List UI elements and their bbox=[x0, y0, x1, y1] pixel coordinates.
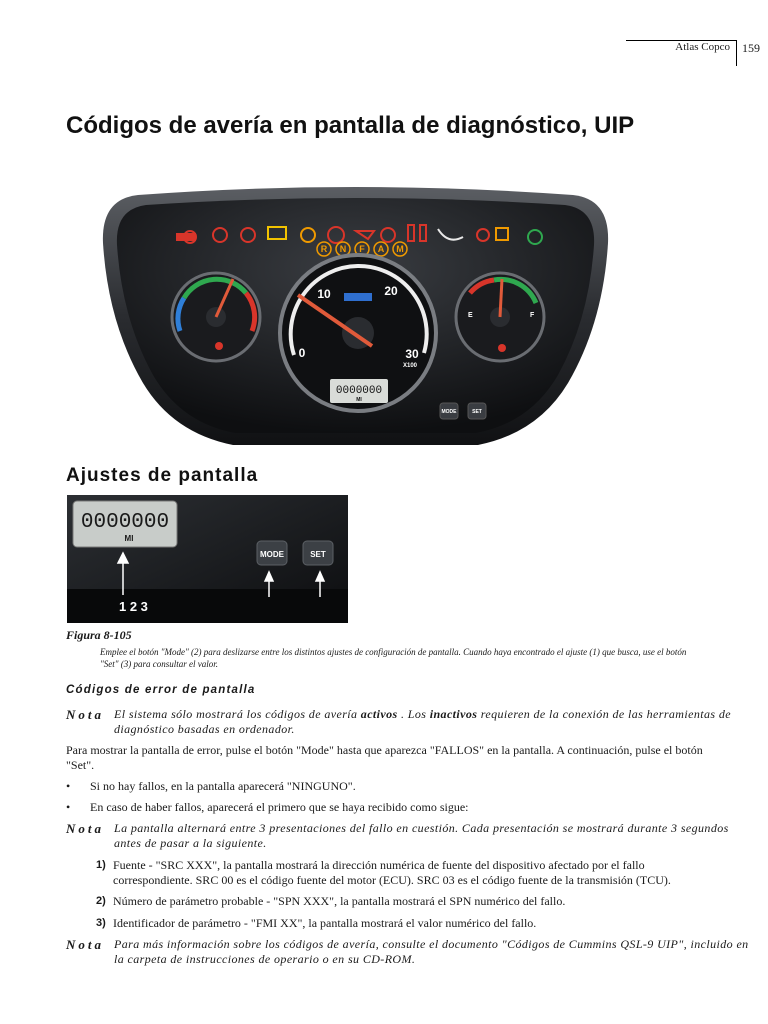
display-closeup-photo bbox=[67, 495, 348, 623]
svg-text:SET: SET bbox=[472, 409, 482, 415]
note-label: Nota bbox=[66, 937, 104, 952]
section-heading: Ajustes de pantalla bbox=[66, 465, 259, 486]
fuel-gauge bbox=[456, 273, 544, 361]
page-number: 159 bbox=[742, 41, 760, 55]
svg-text:R: R bbox=[320, 244, 328, 254]
svg-text:MODE: MODE bbox=[260, 550, 284, 559]
dashboard-odometer bbox=[330, 379, 388, 403]
svg-text:M: M bbox=[396, 244, 404, 254]
svg-text:MODE: MODE bbox=[441, 409, 457, 415]
svg-text:F: F bbox=[359, 244, 365, 254]
temperature-gauge bbox=[172, 273, 260, 361]
svg-text:SET: SET bbox=[310, 550, 326, 559]
svg-text:MI: MI bbox=[124, 534, 134, 543]
svg-text:A: A bbox=[377, 244, 385, 254]
note-1 bbox=[66, 707, 731, 736]
svg-text:X100: X100 bbox=[402, 363, 418, 369]
svg-text:0000000: 0000000 bbox=[335, 385, 383, 397]
paragraph-error-display: Para mostrar la pantalla de error, pulse el botón "Mode" hasta que aparezca "FALLOS" en la pantalla. A continuación, pulse el botón "Set". bbox=[66, 743, 703, 772]
figure-text: Emplee el botón "Mode" (2) para deslizarse entre los distintos ajustes de configuración de pantalla. Cuando haya encontrado el ajuste (1) que busca, use el botón "Set" (3) para consultar el valor. bbox=[100, 647, 687, 669]
note-3-body: Para más información sobre los códigos de avería, consulte el documento "Códigos de Cummins QSL-9 UIP", incluido en la carpeta de instrucciones de operario o en su CD-ROM. bbox=[114, 937, 749, 966]
svg-text:N: N bbox=[339, 244, 347, 254]
photo-callout-numbers: 1 2 3 bbox=[119, 599, 148, 614]
note-3 bbox=[66, 937, 749, 966]
note-2 bbox=[66, 821, 729, 850]
svg-text:20: 20 bbox=[384, 284, 398, 298]
svg-text:F: F bbox=[530, 312, 535, 319]
photo-odometer bbox=[73, 501, 177, 547]
svg-text:0: 0 bbox=[298, 346, 306, 360]
page-title: Códigos de avería en pantalla de diagnóstico, UIP bbox=[66, 112, 635, 139]
header-brand: Atlas Copco bbox=[675, 41, 730, 53]
subheading: Códigos de error de pantalla bbox=[66, 684, 256, 696]
dashboard-illustration bbox=[98, 183, 613, 453]
bullet-marker: • bbox=[66, 779, 71, 793]
note-1-body: El sistema sólo mostrará los códigos de avería activos . Los inactivos requieren de la conexión de las herramientas de diagnóstico basadas en ordenador. bbox=[114, 707, 731, 736]
header-divider bbox=[736, 40, 737, 66]
note-2-body: La pantalla alternará entre 3 presentaciones del fallo en cuestión. Cada presentación se mostrará durante 3 segundos antes de pasar a la siguiente. bbox=[114, 821, 729, 850]
figure-caption: Figura 8-105 bbox=[66, 628, 132, 642]
svg-text:MI: MI bbox=[356, 397, 362, 403]
note-label: Nota bbox=[66, 707, 104, 722]
svg-text:E: E bbox=[468, 312, 473, 319]
bullet-marker: • bbox=[66, 800, 71, 814]
svg-text:0000000: 0000000 bbox=[80, 511, 170, 534]
svg-text:10: 10 bbox=[317, 287, 331, 301]
svg-text:30: 30 bbox=[405, 347, 419, 361]
note-label: Nota bbox=[66, 821, 104, 836]
